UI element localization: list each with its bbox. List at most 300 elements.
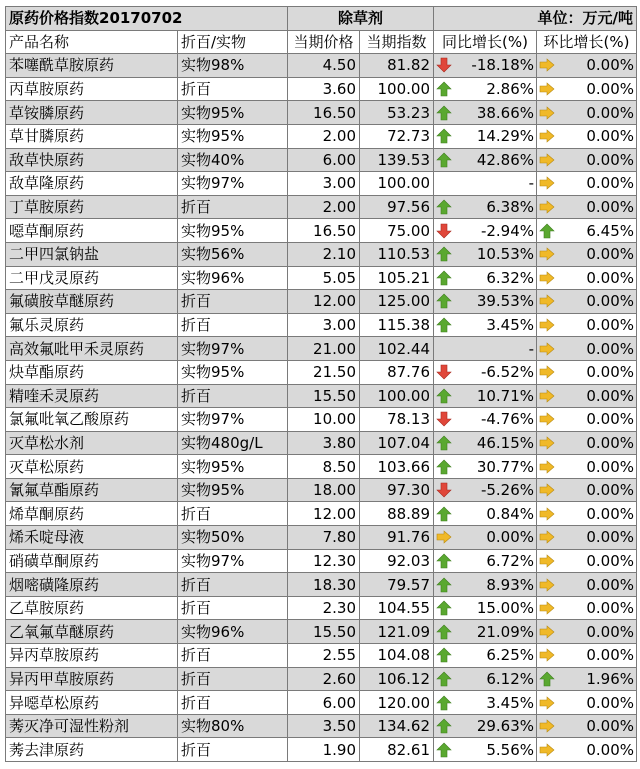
sheet-title: 原药价格指数20170702 — [6, 7, 288, 31]
mom-value: 0.00% — [586, 481, 635, 500]
price-cell: 18.30 — [288, 573, 360, 597]
table-row — [6, 714, 637, 738]
index-cell: 82.61 — [360, 738, 434, 762]
mom-cell — [537, 384, 637, 408]
spec-cell: 实物95% — [178, 219, 288, 243]
price-cell: 6.00 — [288, 148, 360, 172]
table-row — [6, 266, 637, 290]
spec-cell: 实物97% — [178, 408, 288, 432]
mom-value: 0.00% — [586, 56, 635, 75]
product-name-cell: 异丙甲草胺原药 — [6, 667, 178, 691]
yoy-value: -4.76% — [480, 410, 535, 429]
price-cell: 3.50 — [288, 714, 360, 738]
product-name-cell: 乙氧氟草醚原药 — [6, 620, 178, 644]
spec-cell: 折百 — [178, 596, 288, 620]
mom-cell — [537, 101, 637, 125]
table-row — [6, 738, 637, 762]
yoy-value: - — [528, 339, 535, 358]
product-name-cell: 敌草快原药 — [6, 148, 178, 172]
product-name-cell: 精喹禾灵原药 — [6, 384, 178, 408]
table-row — [6, 313, 637, 337]
price-cell: 2.30 — [288, 596, 360, 620]
mom-cell — [537, 573, 637, 597]
index-cell: 100.00 — [360, 172, 434, 196]
title-row — [6, 7, 637, 31]
product-name-cell: 灭草松原药 — [6, 455, 178, 479]
yoy-cell — [434, 691, 537, 715]
spec-cell: 实物97% — [178, 172, 288, 196]
yoy-cell — [434, 502, 537, 526]
index-cell: 110.53 — [360, 242, 434, 266]
mom-cell — [537, 408, 637, 432]
yoy-value: -2.94% — [480, 221, 535, 240]
product-name-cell: 异丙草胺原药 — [6, 644, 178, 668]
arrow-right-icon — [539, 482, 555, 498]
yoy-cell — [434, 455, 537, 479]
yoy-cell — [434, 290, 537, 314]
mom-cell — [537, 219, 637, 243]
arrow-right-icon — [539, 529, 555, 545]
price-cell: 18.00 — [288, 478, 360, 502]
spec-cell: 实物96% — [178, 620, 288, 644]
yoy-value: 6.25% — [486, 646, 535, 665]
table-row — [6, 290, 637, 314]
arrow-right-icon — [539, 600, 555, 616]
arrow-up-icon — [539, 671, 555, 687]
spec-cell: 折百 — [178, 644, 288, 668]
price-cell: 7.80 — [288, 526, 360, 550]
spec-cell: 实物96% — [178, 266, 288, 290]
mom-value: 0.00% — [586, 740, 635, 759]
index-cell: 120.00 — [360, 691, 434, 715]
index-cell: 97.56 — [360, 195, 434, 219]
arrow-up-icon — [436, 671, 452, 687]
arrow-right-icon — [539, 317, 555, 333]
header-price: 当期价格 — [288, 30, 360, 54]
yoy-cell — [434, 195, 537, 219]
arrow-up-icon — [436, 647, 452, 663]
mom-value: 0.00% — [586, 103, 635, 122]
arrow-right-icon — [539, 105, 555, 121]
spec-cell: 实物95% — [178, 124, 288, 148]
yoy-value: 2.86% — [486, 80, 535, 99]
table-row — [6, 384, 637, 408]
product-name-cell: 氯氟吡氧乙酸原药 — [6, 408, 178, 432]
index-cell: 106.12 — [360, 667, 434, 691]
table-row — [6, 408, 637, 432]
mom-value: 0.00% — [586, 551, 635, 570]
price-cell: 15.50 — [288, 620, 360, 644]
yoy-cell — [434, 408, 537, 432]
mom-cell — [537, 644, 637, 668]
arrow-down-icon — [436, 411, 452, 427]
mom-cell — [537, 54, 637, 78]
yoy-value: 46.15% — [476, 433, 535, 452]
index-cell: 103.66 — [360, 455, 434, 479]
mom-cell — [537, 242, 637, 266]
arrow-down-icon — [436, 223, 452, 239]
mom-value: 0.00% — [586, 599, 635, 618]
yoy-cell — [434, 172, 537, 196]
yoy-value: 6.72% — [486, 551, 535, 570]
yoy-value: -6.52% — [480, 363, 535, 382]
price-index-table — [5, 6, 637, 762]
price-cell: 21.00 — [288, 337, 360, 361]
product-name-cell: 二甲四氯钠盐 — [6, 242, 178, 266]
table-row — [6, 148, 637, 172]
spec-cell: 折百 — [178, 290, 288, 314]
yoy-cell — [434, 620, 537, 644]
category-title: 除草剂 — [288, 7, 434, 31]
mom-value: 0.00% — [586, 717, 635, 736]
product-name-cell: 噁草酮原药 — [6, 219, 178, 243]
yoy-cell — [434, 549, 537, 573]
arrow-right-icon — [539, 388, 555, 404]
yoy-value: 39.53% — [476, 292, 535, 311]
spec-cell: 实物480g/L — [178, 431, 288, 455]
yoy-cell — [434, 431, 537, 455]
yoy-value: -5.26% — [480, 481, 535, 500]
yoy-value: 3.45% — [486, 693, 535, 712]
mom-value: 0.00% — [586, 433, 635, 452]
unit-label: 单位：万元/吨 — [434, 7, 637, 31]
mom-cell — [537, 148, 637, 172]
mom-cell — [537, 478, 637, 502]
table-row — [6, 549, 637, 573]
product-name-cell: 二甲戊灵原药 — [6, 266, 178, 290]
arrow-up-icon — [436, 246, 452, 262]
table-row — [6, 242, 637, 266]
yoy-value: - — [528, 174, 535, 193]
spec-cell: 折百 — [178, 691, 288, 715]
arrow-right-icon — [436, 529, 452, 545]
index-cell: 104.08 — [360, 644, 434, 668]
product-name-cell: 异噁草松原药 — [6, 691, 178, 715]
mom-value: 0.00% — [586, 386, 635, 405]
product-name-cell: 丁草胺原药 — [6, 195, 178, 219]
yoy-value: 30.77% — [476, 457, 535, 476]
price-cell: 5.05 — [288, 266, 360, 290]
product-name-cell: 苯噻酰草胺原药 — [6, 54, 178, 78]
mom-cell — [537, 455, 637, 479]
table-row — [6, 573, 637, 597]
yoy-value: -18.18% — [471, 56, 535, 75]
product-name-cell: 乙草胺原药 — [6, 596, 178, 620]
yoy-cell — [434, 526, 537, 550]
arrow-up-icon — [436, 506, 452, 522]
mom-value: 0.00% — [586, 127, 635, 146]
index-cell: 115.38 — [360, 313, 434, 337]
mom-cell — [537, 290, 637, 314]
yoy-value: 0.00% — [486, 528, 535, 547]
price-cell: 2.55 — [288, 644, 360, 668]
index-cell: 88.89 — [360, 502, 434, 526]
arrow-up-icon — [436, 128, 452, 144]
table-row — [6, 526, 637, 550]
mom-value: 0.00% — [586, 80, 635, 99]
arrow-up-icon — [436, 742, 452, 758]
arrow-right-icon — [539, 411, 555, 427]
yoy-cell — [434, 266, 537, 290]
index-cell: 79.57 — [360, 573, 434, 597]
mom-value: 0.00% — [586, 575, 635, 594]
index-cell: 102.44 — [360, 337, 434, 361]
mom-cell — [537, 502, 637, 526]
yoy-cell — [434, 644, 537, 668]
arrow-right-icon — [539, 742, 555, 758]
mom-cell — [537, 172, 637, 196]
arrow-right-icon — [539, 270, 555, 286]
price-cell: 12.00 — [288, 502, 360, 526]
arrow-up-icon — [436, 293, 452, 309]
table-row — [6, 691, 637, 715]
header-index: 当期指数 — [360, 30, 434, 54]
price-cell: 8.50 — [288, 455, 360, 479]
arrow-right-icon — [539, 459, 555, 475]
product-name-cell: 高效氟吡甲禾灵原药 — [6, 337, 178, 361]
price-cell: 3.00 — [288, 313, 360, 337]
price-cell: 6.00 — [288, 691, 360, 715]
arrow-up-icon — [436, 199, 452, 215]
spec-cell: 实物95% — [178, 455, 288, 479]
price-index-sheet — [5, 6, 636, 762]
spec-cell: 实物50% — [178, 526, 288, 550]
yoy-cell — [434, 77, 537, 101]
yoy-cell — [434, 478, 537, 502]
index-cell: 81.82 — [360, 54, 434, 78]
yoy-cell — [434, 596, 537, 620]
yoy-value: 3.45% — [486, 316, 535, 335]
arrow-down-icon — [436, 482, 452, 498]
yoy-value: 6.38% — [486, 198, 535, 217]
product-name-cell: 莠灭净可湿性粉剂 — [6, 714, 178, 738]
price-cell: 12.30 — [288, 549, 360, 573]
yoy-cell — [434, 54, 537, 78]
mom-value: 0.00% — [586, 693, 635, 712]
product-name-cell: 草铵膦原药 — [6, 101, 178, 125]
table-row — [6, 360, 637, 384]
arrow-down-icon — [436, 364, 452, 380]
arrow-up-icon — [436, 553, 452, 569]
spec-cell: 折百 — [178, 384, 288, 408]
price-cell: 2.00 — [288, 195, 360, 219]
mom-value: 0.00% — [586, 457, 635, 476]
mom-cell — [537, 691, 637, 715]
yoy-value: 42.86% — [476, 150, 535, 169]
table-row — [6, 219, 637, 243]
spec-cell: 实物40% — [178, 148, 288, 172]
arrow-right-icon — [539, 246, 555, 262]
table-row — [6, 502, 637, 526]
mom-value: 0.00% — [586, 410, 635, 429]
mom-cell — [537, 738, 637, 762]
spec-cell: 折百 — [178, 195, 288, 219]
table-row — [6, 596, 637, 620]
price-cell: 15.50 — [288, 384, 360, 408]
table-row — [6, 54, 637, 78]
mom-value: 0.00% — [586, 268, 635, 287]
yoy-cell — [434, 360, 537, 384]
arrow-up-icon — [539, 223, 555, 239]
price-cell: 16.50 — [288, 101, 360, 125]
mom-cell — [537, 667, 637, 691]
index-cell: 104.55 — [360, 596, 434, 620]
spec-cell: 折百 — [178, 313, 288, 337]
mom-value: 0.00% — [586, 316, 635, 335]
price-cell: 3.80 — [288, 431, 360, 455]
index-cell: 105.21 — [360, 266, 434, 290]
table-row — [6, 667, 637, 691]
yoy-value: 8.93% — [486, 575, 535, 594]
spec-cell: 实物95% — [178, 101, 288, 125]
header-row — [6, 30, 637, 54]
header-yoy: 同比增长(%) — [434, 30, 537, 54]
mom-cell — [537, 124, 637, 148]
index-cell: 72.73 — [360, 124, 434, 148]
header-product-name: 产品名称 — [6, 30, 178, 54]
mom-value: 0.00% — [586, 504, 635, 523]
yoy-cell — [434, 101, 537, 125]
index-cell: 75.00 — [360, 219, 434, 243]
arrow-up-icon — [436, 577, 452, 593]
spec-cell: 折百 — [178, 77, 288, 101]
price-cell: 16.50 — [288, 219, 360, 243]
spec-cell: 实物97% — [178, 337, 288, 361]
header-mom: 环比增长(%) — [537, 30, 637, 54]
yoy-value: 0.84% — [486, 504, 535, 523]
yoy-cell — [434, 337, 537, 361]
table-row — [6, 172, 637, 196]
table-row — [6, 620, 637, 644]
arrow-right-icon — [539, 695, 555, 711]
header-spec: 折百/实物 — [178, 30, 288, 54]
index-cell: 53.23 — [360, 101, 434, 125]
yoy-cell — [434, 384, 537, 408]
empty-icon-slot — [436, 341, 452, 357]
mom-value: 6.45% — [586, 221, 635, 240]
table-body — [6, 7, 637, 762]
table-row — [6, 455, 637, 479]
yoy-cell — [434, 667, 537, 691]
price-cell: 3.00 — [288, 172, 360, 196]
product-name-cell: 硝磺草酮原药 — [6, 549, 178, 573]
arrow-up-icon — [436, 270, 452, 286]
mom-cell — [537, 266, 637, 290]
arrow-right-icon — [539, 435, 555, 451]
arrow-right-icon — [539, 718, 555, 734]
table-row — [6, 478, 637, 502]
product-name-cell: 草甘膦原药 — [6, 124, 178, 148]
arrow-right-icon — [539, 577, 555, 593]
price-cell: 21.50 — [288, 360, 360, 384]
arrow-right-icon — [539, 81, 555, 97]
mom-value: 0.00% — [586, 528, 635, 547]
yoy-cell — [434, 219, 537, 243]
mom-cell — [537, 549, 637, 573]
index-cell: 107.04 — [360, 431, 434, 455]
arrow-up-icon — [436, 600, 452, 616]
yoy-value: 38.66% — [476, 103, 535, 122]
yoy-cell — [434, 738, 537, 762]
yoy-cell — [434, 242, 537, 266]
arrow-right-icon — [539, 293, 555, 309]
spec-cell: 折百 — [178, 502, 288, 526]
price-cell: 2.60 — [288, 667, 360, 691]
yoy-value: 6.32% — [486, 268, 535, 287]
yoy-cell — [434, 573, 537, 597]
index-cell: 139.53 — [360, 148, 434, 172]
mom-value: 1.96% — [586, 669, 635, 688]
index-cell: 100.00 — [360, 77, 434, 101]
mom-cell — [537, 77, 637, 101]
arrow-up-icon — [436, 624, 452, 640]
arrow-right-icon — [539, 57, 555, 73]
mom-cell — [537, 714, 637, 738]
mom-cell — [537, 620, 637, 644]
spec-cell: 实物56% — [178, 242, 288, 266]
price-cell: 10.00 — [288, 408, 360, 432]
product-name-cell: 灭草松水剂 — [6, 431, 178, 455]
arrow-right-icon — [539, 624, 555, 640]
table-row — [6, 337, 637, 361]
yoy-value: 6.12% — [486, 669, 535, 688]
index-cell: 87.76 — [360, 360, 434, 384]
table-row — [6, 644, 637, 668]
mom-value: 0.00% — [586, 339, 635, 358]
arrow-up-icon — [436, 81, 452, 97]
mom-value: 0.00% — [586, 198, 635, 217]
mom-value: 0.00% — [586, 363, 635, 382]
yoy-value: 15.00% — [476, 599, 535, 618]
arrow-up-icon — [436, 459, 452, 475]
arrow-right-icon — [539, 128, 555, 144]
product-name-cell: 氟乐灵原药 — [6, 313, 178, 337]
yoy-value: 10.53% — [476, 245, 535, 264]
mom-value: 0.00% — [586, 646, 635, 665]
product-name-cell: 烯草酮原药 — [6, 502, 178, 526]
price-cell: 1.90 — [288, 738, 360, 762]
index-cell: 92.03 — [360, 549, 434, 573]
product-name-cell: 氰氟草酯原药 — [6, 478, 178, 502]
arrow-up-icon — [436, 105, 452, 121]
arrow-up-icon — [436, 152, 452, 168]
product-name-cell: 莠去津原药 — [6, 738, 178, 762]
table-row — [6, 195, 637, 219]
mom-value: 0.00% — [586, 245, 635, 264]
spec-cell: 折百 — [178, 738, 288, 762]
arrow-right-icon — [539, 199, 555, 215]
product-name-cell: 烟嘧磺隆原药 — [6, 573, 178, 597]
mom-cell — [537, 337, 637, 361]
empty-icon-slot — [436, 175, 452, 191]
yoy-value: 10.71% — [476, 386, 535, 405]
index-cell: 78.13 — [360, 408, 434, 432]
yoy-value: 29.63% — [476, 717, 535, 736]
spec-cell: 折百 — [178, 667, 288, 691]
index-cell: 134.62 — [360, 714, 434, 738]
arrow-up-icon — [436, 718, 452, 734]
yoy-cell — [434, 313, 537, 337]
spec-cell: 折百 — [178, 573, 288, 597]
product-name-cell: 氟磺胺草醚原药 — [6, 290, 178, 314]
mom-value: 0.00% — [586, 292, 635, 311]
yoy-value: 21.09% — [476, 622, 535, 641]
spec-cell: 实物95% — [178, 478, 288, 502]
index-cell: 125.00 — [360, 290, 434, 314]
price-cell: 2.10 — [288, 242, 360, 266]
price-cell: 4.50 — [288, 54, 360, 78]
mom-cell — [537, 360, 637, 384]
